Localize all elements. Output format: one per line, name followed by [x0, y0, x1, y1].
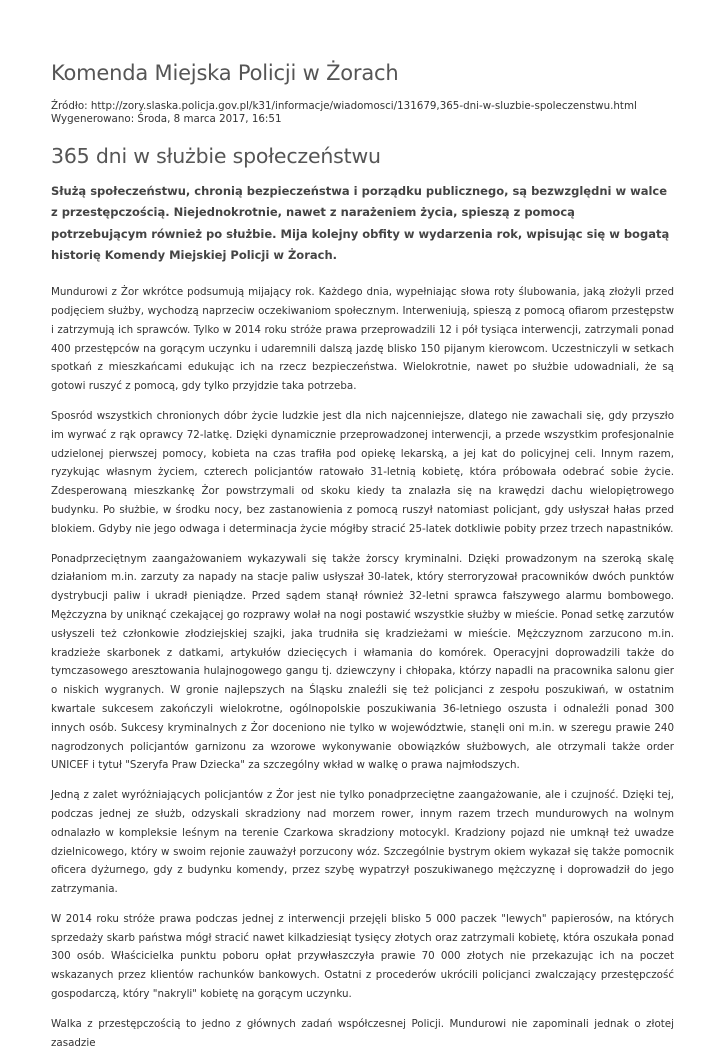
- article-paragraph: Sposród wszystkich chronionych dóbr życie ludzkie jest dla nich najcenniejsze, dlatego nie zawachali się, gdy przyszło im wyrwać z rąk oprawcy 72-latkę. Dzięki dynamicznie przeprowadzonej interwencji, a przede wszystkim profesjonalnie udzielonej pierwszej pomocy, kobieta na czas trafiła pod opiekę lekarską, a jej kat do policyjnej celi. Innym razem, ryzykując własnym życiem, czterech policjantów ratowało 31-letnią kobietę, która próbowała odebrać sobie życie. Zdesperowaną mieszkankę Żor powstrzymali od skoku kiedy ta znalazła się na krawędzi dachu wielopiętrowego budynku. Po służbie, w środku nocy, bez zastanowienia z pomocą ruszył natomiast policjant, gdy usłyszał hałas przed blokiem. Gdyby nie jego odwaga i determinacja życie mógłby stracić 25-latek dotkliwie pobity przez trzech napastników.: [51, 409, 674, 535]
- article-paragraph: Ponadprzeciętnym zaangażowaniem wykazywali się także żorscy kryminalni. Dzięki prowadzonym na szeroką skalę działaniom m.in. zarzuty za napady na stacje paliw usłyszał 30-latek, który sterroryzował pracowników dwóch punktów dystrybucji paliw i ukradł pieniądze. Przed sądem stanął również 32-letni sprawca fałszywego alarmu bombowego. Mężczyzna by uniknąć czekającej go rozprawy wolał na nogi postawić wszystkie służby w mieście. Ponad setkę zarzutów usłyszeli też członkowie złodziejskiej szajki, jaka trudniła się kradzieżami w mieście. Mężczyznom zarzucono m.in. kradzieże skarbonek z datkami, artykułów dziecięcych i włamania do komórek. Operacyjni doprowadzili także do tymczasowego aresztowania hulajnogowego gangu tj. dziewczyny i chłopaka, którzy napadli na pracownika salonu gier o niskich wygranych. W gronie najlepszych na Śląsku znaleźli się też policjanci z zespołu poszukiwań, w ostatnim kwartale sukcesem zakończyli wielokrotne, ogólnopolskie poszukiwania 36-letniego oszusta i odnaleźli ponad 300 innych osób. Sukcesy kryminalnych z Żor doceniono nie tylko w województwie, stanęli oni m.in. w szeregu prawie 240 nagrodzonych policjantów garnizonu za wzorowe wykonywanie obowiązków służbowych, ale otrzymali także order UNICEF i tytuł "Szeryfa Praw Dziecka" za szczególny wkład w walkę o prawa najmłodszych.: [51, 552, 674, 772]
- article-body: [51, 283, 674, 1052]
- article-paragraph: Jedną z zalet wyróżniających policjantów z Żor jest nie tylko ponadprzeciętne zaangażowanie, ale i czujność. Dzięki tej, podczas jednej ze służb, odzyskali skradziony nad morzem rower, innym razem trzech mundurowych na wolnym odnalazło w kompleksie leśnym na terenie Czarkowa skradziony motocykl. Kradziony pojazd nie umknął też uwadze dzielnicowego, który w swoim rejonie zauważył porzucony wóz. Szczególnie bystrym okiem wykazał się także pomocnik oficera dyżurnego, gdy z budynku komendy, przez szybę wypatrzył poszukiwanego mężczyznę i doprowadził do jego zatrzymania.: [51, 789, 674, 896]
- article-paragraph: Walka z przestępczością to jedno z głównych zadań współczesnej Policji. Mundurowi nie zapominali jednak o złotej zasadzie: [51, 1017, 674, 1049]
- generated-line: Wygenerowano: Środa, 8 marca 2017, 16:51: [51, 113, 282, 125]
- article-title: 365 dni w służbie społeczeństwu: [51, 144, 381, 168]
- article-paragraph: W 2014 roku stróże prawa podczas jednej z interwencji przejęli blisko 5 000 paczek "lewych" papierosów, na których sprzedaży skarb państwa mógł stracić nawet kilkadziesiąt tysięcy złotych oraz zatrzymali kobietę, która oszukała ponad 300 osób. Właścicielka punktu poboru opłat przywłaszczyła prawie 70 000 złotych nie przekazując ich na poczet wskazanych przez klientów rachunków bankowych. Ostatni z procederów ukrócili policjanci zwalczający przestępczość gospodarczą, który "nakryli" kobietę na gorącym uczynku.: [51, 912, 674, 1001]
- site-title: Komenda Miejska Policji w Żorach: [51, 61, 399, 85]
- article-paragraph: Mundurowi z Żor wkrótce podsumują mijający rok. Każdego dnia, wypełniając słowa roty ślubowania, jaką złożyli przed podjęciem służby, wychodzą naprzeciw oczekiwaniom społecznym. Interweniują, spieszą z pomocą ofiarom przestępstw i zatrzymują ich sprawców. Tylko w 2014 roku stróże prawa przeprowadzili 12 i pół tysiąca interwencji, zatrzymali ponad 400 przestępców na gorącym uczynku i udaremnili dalszą jazdę blisko 150 pijanym kierowcom. Uczestniczyli w setkach spotkań z mieszkańcami edukując ich na rzecz bezpieczeństwa. Wielokrotnie, nawet po służbie udowadniali, że są gotowi ruszyć z pomocą, gdy tylko przyjdzie taka potrzeba.: [51, 286, 674, 393]
- source-line: Źródło: http://zory.slaska.policja.gov.pl/k31/informacje/wiadomosci/131679,365-dni-w-sluzbie-spoleczenstwu.html: [51, 100, 637, 112]
- article-lead: Służą społeczeństwu, chronią bezpieczeństwa i porządku publicznego, są bezwzględni w walce z przestępczością. Niejednokrotnie, nawet z narażeniem życia, spieszą z pomocą potrzebującym również po służbie. Mija kolejny obfity w wydarzenia rok, wpisując się w bogatą historię Komendy Miejskiej Policji w Żorach.: [51, 184, 670, 262]
